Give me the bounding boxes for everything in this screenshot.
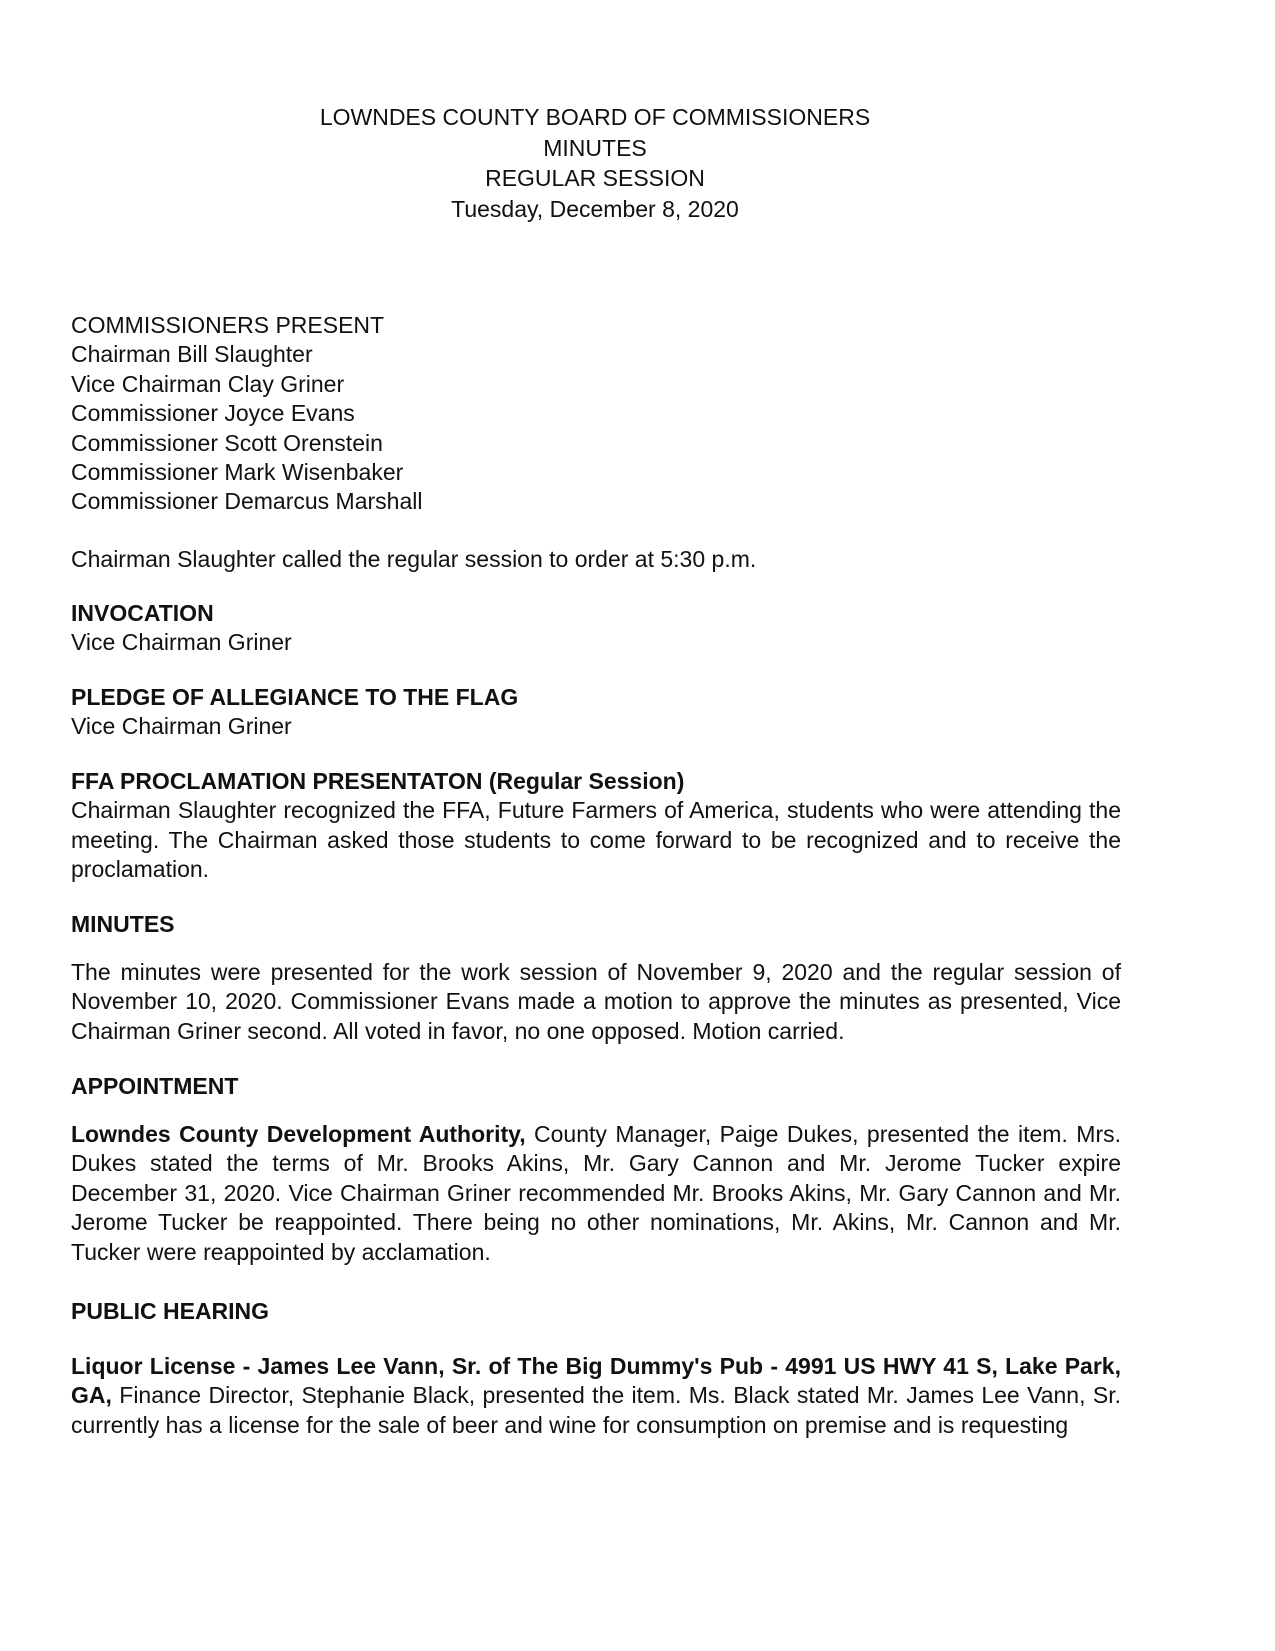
- member: Commissioner Joyce Evans: [71, 400, 355, 427]
- appointment-board-name: Lowndes County Development Authority,: [71, 1121, 526, 1147]
- liquor-license-title: Liquor License - James Lee Vann, Sr. of The Big Dummy's Pub - 4991 US HWY 41 S, Lake Park, GA,: [71, 1353, 1121, 1409]
- pledge-heading: PLEDGE OF ALLEGIANCE TO THE FLAG: [71, 684, 519, 710]
- document-header: [0, 102, 1190, 224]
- pledge-text: Vice Chairman Griner: [71, 713, 292, 740]
- public-hearing-section: [71, 1297, 1121, 1326]
- ffa-section: [71, 767, 1121, 885]
- appointment-body: [71, 1120, 1121, 1267]
- document-type: MINUTES: [543, 134, 647, 161]
- ffa-heading: FFA PROCLAMATION PRESENTATON (Regular Session): [71, 768, 685, 794]
- member: Commissioner Demarcus Marshall: [71, 488, 423, 515]
- invocation-section: [71, 599, 1121, 658]
- minutes-heading: MINUTES: [71, 911, 175, 937]
- public-hearing-body: [71, 1352, 1121, 1440]
- attendance-section: [71, 311, 1121, 517]
- member: Commissioner Mark Wisenbaker: [71, 459, 404, 486]
- session-type: REGULAR SESSION: [485, 165, 705, 191]
- public-hearing-heading: PUBLIC HEARING: [71, 1298, 270, 1324]
- appointment-heading: APPOINTMENT: [71, 1073, 239, 1099]
- public-hearing-text: Finance Director, Stephanie Black, presented the item. Ms. Black stated Mr. James Lee Vann, Sr. currently has a license for the sale of beer and wine for consumption on premise and is requesting: [71, 1382, 1121, 1438]
- invocation-heading: INVOCATION: [71, 600, 214, 626]
- call-to-order-text: Chairman Slaughter called the regular session to order at 5:30 p.m.: [71, 546, 757, 572]
- pledge-section: [71, 683, 1121, 742]
- appointment-section: [71, 1072, 1121, 1101]
- minutes-text: The minutes were presented for the work session of November 9, 2020 and the regular session of November 10, 2020. Commissioner Evans made a motion to approve the minutes as presented, Vice Chairman Griner second. All voted in favor, no one opposed. Motion carried.: [71, 959, 1121, 1044]
- minutes-body: [71, 958, 1121, 1046]
- appointment-text: County Manager, Paige Dukes, presented the item. Mrs. Dukes stated the terms of Mr. Brooks Akins, Mr. Gary Cannon and Mr. Jerome Tucker expire December 31, 2020. Vice Chairman Griner recommended Mr. Brooks Akins, Mr. Gary Cannon and Mr. Jerome Tucker be reappointed. There being no other nominations, Mr. Akins, Mr. Cannon and Mr. Tucker were reappointed by acclamation.: [71, 1121, 1121, 1265]
- member: Chairman Bill Slaughter: [71, 341, 313, 368]
- attendance-heading: COMMISSIONERS PRESENT: [71, 312, 385, 338]
- member: Vice Chairman Clay Griner: [71, 370, 345, 397]
- member: Commissioner Scott Orenstein: [71, 429, 383, 456]
- invocation-text: Vice Chairman Griner: [71, 629, 292, 656]
- ffa-text: Chairman Slaughter recognized the FFA, Future Farmers of America, students who were attending the meeting. The Chairman asked those students to come forward to be recognized and to receive the proclamation.: [71, 797, 1121, 883]
- meeting-date: Tuesday, December 8, 2020: [451, 195, 739, 222]
- organization-title: LOWNDES COUNTY BOARD OF COMMISSIONERS: [319, 104, 871, 130]
- call-to-order: [71, 545, 1121, 574]
- minutes-section: [71, 910, 1121, 939]
